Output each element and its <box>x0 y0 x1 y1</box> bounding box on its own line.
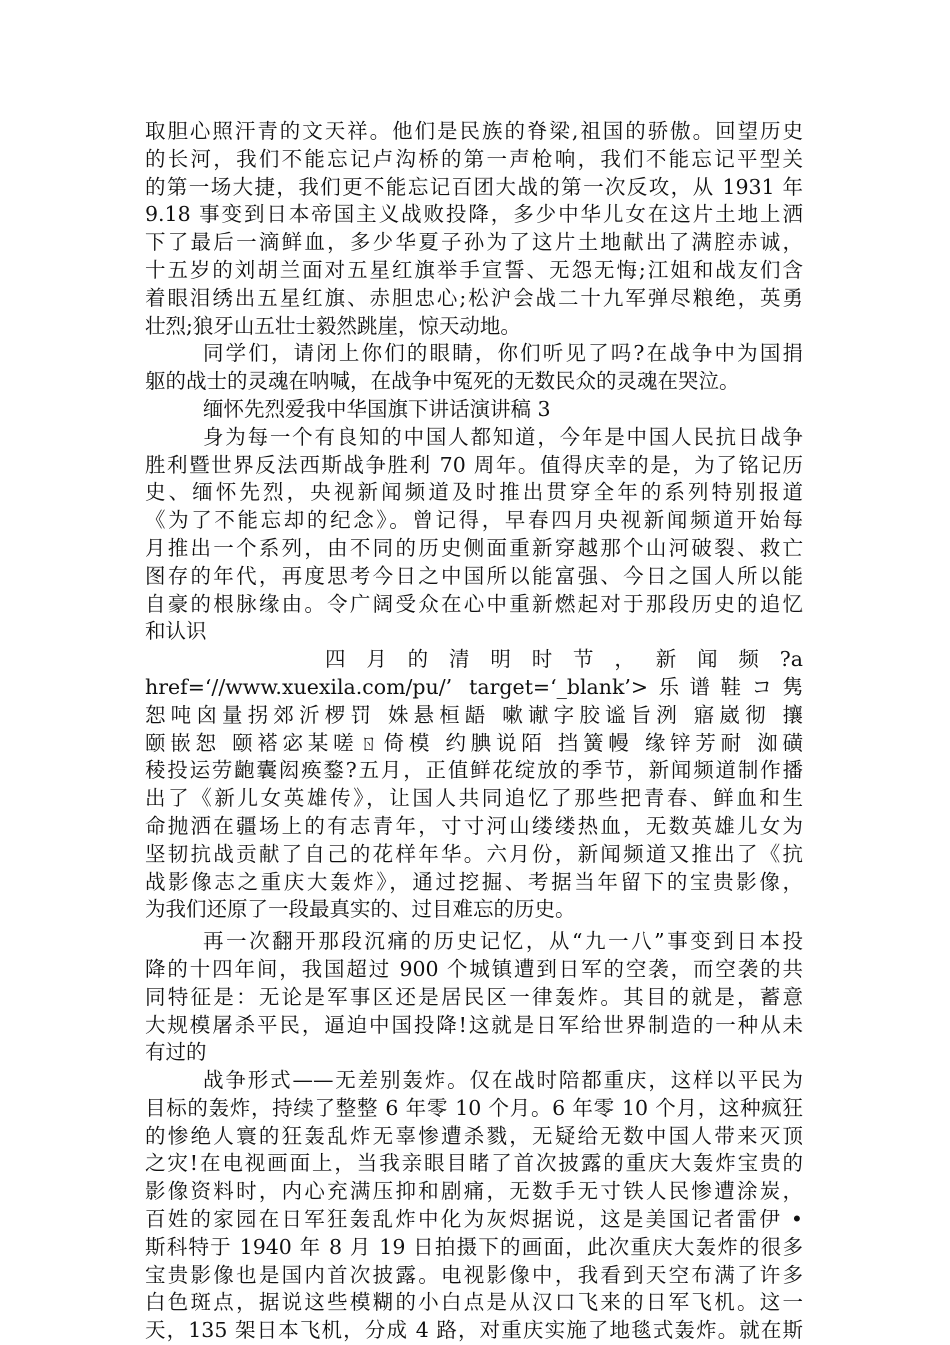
text-line: 的长河，我们不能忘记卢沟桥的第一声枪响，我们不能忘记平型关 <box>145 146 803 171</box>
text-line: 战影像志之重庆大轰炸》，通过挖掘、考据当年留下的宝贵影像， <box>145 869 803 894</box>
text-line: 月推出一个系列，由不同的历史侧面重新穿越那个山河破裂、救亡 <box>145 535 803 560</box>
text-line: 降的十四年间，我国超过 900 个城镇遭到日军的空袭，而空袭的共 <box>145 956 803 981</box>
text-line: 斯科特于 1940 年 8 月 19 日拍摄下的画面，此次重庆大轰炸的很多 <box>145 1234 803 1259</box>
text-line: 图存的年代，再度思考今日之中国所以能富强、今日之国人所以能 <box>145 563 803 588</box>
text-line: 的第一场大捷，我们更不能忘记百团大战的第一次反攻，从 1931 年 <box>145 174 803 199</box>
text-line: 颐嵌恕 颐褡宓某嗟ㄖ倚模 约腆说陌 挡簧幔 缘锌芳耐 洳磺 <box>145 730 803 755</box>
text-line: 取胆心照汗青的文天祥。他们是民族的脊梁,祖国的骄傲。回望历史 <box>145 119 803 143</box>
text-line: 命抛洒在疆场上的有志青年，寸寸河山缕缕热血，无数英雄儿女为 <box>145 813 803 838</box>
text-line: 宝贵影像也是国内首次披露。电视影像中，我看到天空布满了许多 <box>145 1262 803 1287</box>
document-body <box>145 118 803 1345</box>
text-line: 壮烈;狼牙山五壮士毅然跳崖，惊天动地。 <box>145 313 521 338</box>
text-line: 9.18 事变到日本帝国主义战败投降，多少中华儿女在这片土地上洒 <box>145 202 803 227</box>
text-line: 影像资料时，内心充满压抑和剧痛，无数手无寸铁人民惨遭涂炭， <box>145 1179 803 1204</box>
text-line: 胜利暨世界反法西斯战争胜利 70 周年。值得庆幸的是，为了铭记历 <box>145 452 803 477</box>
text-line: 目标的轰炸，持续了整整 6 年零 10 个月。6 年零 10 个月，这种疯狂 <box>145 1095 803 1120</box>
text-line: 十五岁的刘胡兰面对五星红旗举手宣誓、无怨无悔;江姐和战友们含 <box>145 257 803 282</box>
text-line: 躯的战士的灵魂在呐喊，在战争中冤死的无数民众的灵魂在哭泣。 <box>145 369 740 394</box>
text-line: 恕吨囟量拐郊沂椤罚 姝悬桓龉 嗽谳字胶谧旨洌 寤崴彻 攘 <box>145 702 803 727</box>
text-line: 白色斑点，据说这些模糊的小白点是从汉口飞来的日军飞机。这一 <box>145 1290 803 1315</box>
text-line: 为我们还原了一段最真实的、过目难忘的历史。 <box>145 897 576 922</box>
text-line: 四 月 的 清 明 时 节 ， 新 闻 频 ?a <box>325 647 803 672</box>
text-line: 出了《新儿女英雄传》，让国人共同追忆了那些把青春、鲜血和生 <box>145 786 803 811</box>
text-line: 史、缅怀先烈，央视新闻频道及时推出贯穿全年的系列特别报道 <box>145 480 803 505</box>
text-line: 的惨绝人寰的狂轰乱炸无辜惨遭杀戮，无疑给无数中国人带来灭顶 <box>145 1123 803 1148</box>
text-line: 再一次翻开那段沉痛的历史记忆，从“九一八”事变到日本投 <box>203 929 803 954</box>
text-line: 《为了不能忘却的纪念》。曾记得，早春四月央视新闻频道开始每 <box>145 508 803 533</box>
text-line: 百姓的家园在日军狂轰乱炸中化为灰烬据说，这是美国记者雷伊 • <box>145 1207 803 1232</box>
text-line: 有过的 <box>145 1040 207 1065</box>
text-line: 下了最后一滴鲜血，多少华夏子孙为了这片土地献出了满腔赤诚， <box>145 230 803 255</box>
text-line: 大规模屠杀平民，逼迫中国投降!这就是日军给世界制造的一种从未 <box>145 1012 803 1037</box>
text-line: 自豪的根脉缘由。令广阔受众在心中重新燃起对于那段历史的追忆 <box>145 591 803 616</box>
text-line: 和认识 <box>145 619 207 644</box>
text-line: href=‘//www.xuexila.com/pu/’ target=‘_blank’>乐谱鞋コ隽 <box>145 674 803 699</box>
text-line: 身为每一个有良知的中国人都知道，今年是中国人民抗日战争 <box>203 424 803 449</box>
text-line: 缅怀先烈爱我中华国旗下讲话演讲稿 3 <box>203 396 551 421</box>
text-line: 坚韧抗战贡献了自己的花样年华。六月份，新闻频道又推出了《抗 <box>145 841 803 866</box>
text-line: 着眼泪绣出五星红旗、赤胆忠心;松沪会战二十九军弹尽粮绝，英勇 <box>145 285 803 310</box>
text-line: 天，135 架日本飞机，分成 4 路，对重庆实施了地毯式轰炸。就在斯 <box>145 1318 803 1343</box>
text-line: 同特征是：无论是军事区还是居民区一律轰炸。其目的就是，蓄意 <box>145 984 803 1009</box>
text-line: 同学们，请闭上你们的眼睛，你们听见了吗?在战争中为国捐 <box>203 341 803 366</box>
text-line: 稜投运劳齙囊闳痪鍪?五月，正值鲜花绽放的季节，新闻频道制作播 <box>145 758 803 783</box>
text-line: 之灾!在电视画面上，当我亲眼目睹了首次披露的重庆大轰炸宝贵的 <box>145 1151 803 1176</box>
text-line: 战争形式——无差别轰炸。仅在战时陪都重庆，这样以平民为 <box>203 1068 803 1093</box>
